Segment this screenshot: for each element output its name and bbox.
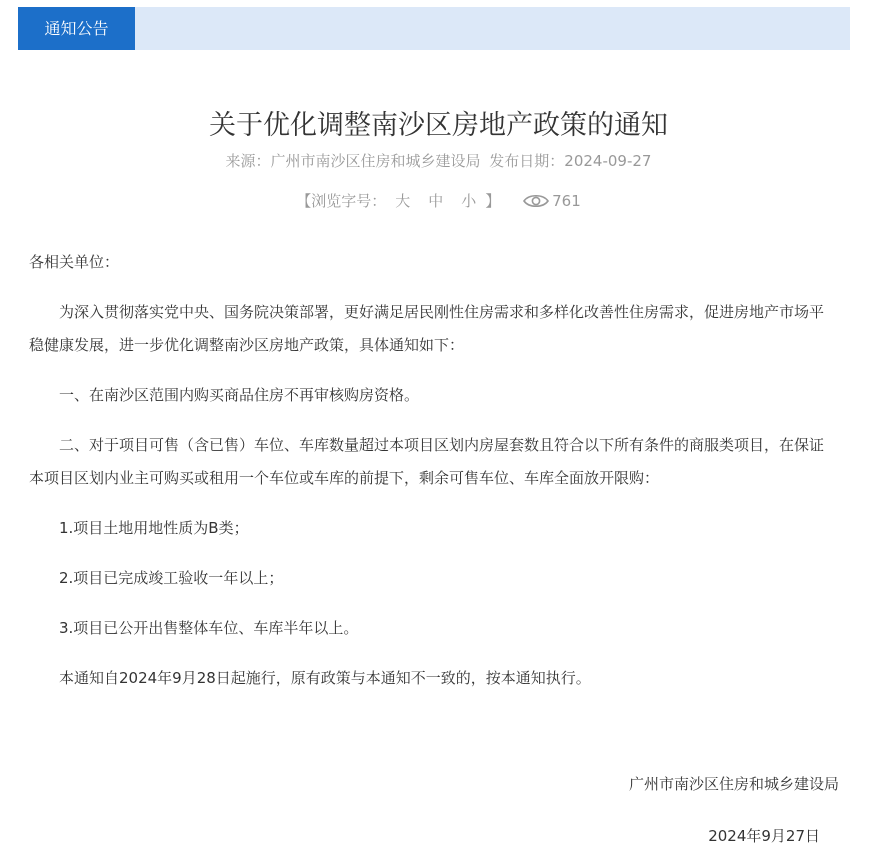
font-size-prefix: 【浏览字号： — [296, 192, 387, 210]
paragraph: 2.项目已完成竣工验收一年以上； — [59, 569, 284, 587]
paragraph: 1.项目土地用地性质为B类； — [59, 519, 249, 537]
article-body — [29, 246, 835, 712]
signature: 广州市南沙区住房和城乡建设局 — [628, 775, 839, 793]
font-size-large-button[interactable]: 大 — [395, 192, 411, 210]
tab-notices[interactable]: 通知公告 — [18, 7, 135, 50]
font-size-small-button[interactable]: 小 — [461, 192, 477, 210]
article-tools — [0, 190, 877, 212]
view-count: 761 — [552, 192, 581, 210]
font-size-suffix: 】 — [485, 192, 501, 210]
paragraph: 一、在南沙区范围内购买商品住房不再审核购房资格。 — [59, 386, 420, 404]
view-counter — [523, 190, 581, 212]
salutation: 各相关单位： — [29, 253, 120, 271]
section-header-bar — [18, 7, 850, 50]
page-title: 关于优化调整南沙区房地产政策的通知 — [209, 110, 668, 142]
article-source: 来源：广州市南沙区住房和城乡建设局 — [225, 152, 481, 170]
paragraph: 二、对于项目可售（含已售）车位、车库数量超过本项目区划内房屋套数且符合以下所有条件的商服类项目，在保证本项目区划内业主可购买或租用一个车位或车库的前提下，剩余可售车位、车库全面放开限购： — [29, 436, 825, 487]
paragraph: 本通知自2024年9月28日起施行，原有政策与本通知不一致的，按本通知执行。 — [59, 669, 591, 687]
sign-date: 2024年9月27日 — [708, 827, 820, 845]
eye-icon — [523, 193, 549, 209]
font-size-medium-button[interactable]: 中 — [428, 192, 444, 210]
paragraph: 3.项目已公开出售整体车位、车库半年以上。 — [59, 619, 359, 637]
article-meta — [0, 150, 877, 172]
paragraph: 为深入贯彻落实党中央、国务院决策部署，更好满足居民刚性住房需求和多样化改善性住房需求，促进房地产市场平稳健康发展，进一步优化调整南沙区房地产政策，具体通知如下： — [29, 303, 825, 354]
publish-date: 发布日期：2024-09-27 — [489, 152, 652, 170]
